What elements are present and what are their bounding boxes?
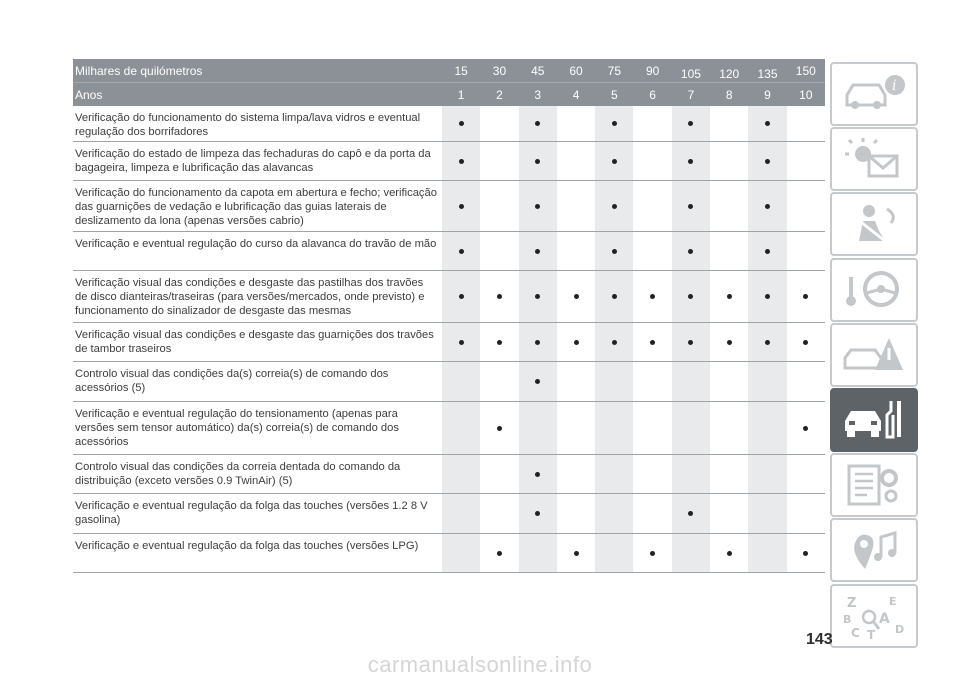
year-5: 5 (610, 87, 618, 102)
index-letter-c: C (851, 625, 860, 639)
interval-cell (595, 142, 633, 180)
interval-cell (442, 142, 480, 180)
maintenance-item-description: Verificação visual das condições e desgaste das guarnições dos travões de tambor traseiros (75, 329, 434, 355)
interval-cell (442, 232, 480, 270)
service-dot (535, 511, 540, 516)
service-dot (497, 551, 502, 556)
km-120: 120 (719, 66, 740, 81)
interval-cell (480, 181, 518, 231)
maintenance-item-description: Verificação visual das condições e desgaste das pastilhas dos travões de disco dianteiras/traseiras (para versões/mercados, onde previsto) e funcionamento do sinalizador de desgaste das mesmas (75, 277, 425, 317)
service-dot (459, 204, 464, 209)
service-dot (803, 551, 808, 556)
chapter-tab-airbag-safety[interactable] (830, 192, 918, 256)
header-km-label: Milhares de quilómetros (75, 63, 203, 78)
interval-cell (787, 362, 825, 401)
service-dot (803, 340, 808, 345)
watermark: carmanualsonline.info (367, 652, 593, 677)
interval-cell (633, 106, 671, 141)
table-row (73, 106, 825, 142)
year-1: 1 (457, 87, 465, 102)
interval-cell (787, 181, 825, 231)
interval-cell (480, 232, 518, 270)
index-icon (841, 593, 907, 639)
interval-cell (748, 142, 786, 180)
interval-cell (787, 402, 825, 454)
service-dot (535, 121, 540, 126)
interval-cell (480, 534, 518, 572)
interval-cell (595, 181, 633, 231)
service-dot (574, 551, 579, 556)
year-10: 10 (799, 87, 813, 102)
km-30: 30 (492, 63, 507, 78)
year-7: 7 (687, 87, 695, 102)
service-dot (688, 204, 693, 209)
interval-cell (442, 455, 480, 493)
maintenance-item-description: Verificação do estado de limpeza das fechaduras do capô e da porta da bagageira, limpeza e lubrificação das alavancas (75, 148, 431, 174)
interval-cell (595, 402, 633, 454)
multimedia-icon (841, 527, 907, 573)
car-maintenance-icon (841, 397, 907, 443)
car-info-icon (841, 71, 907, 117)
interval-cell (787, 142, 825, 180)
interval-cell (480, 106, 518, 141)
km-45: 45 (531, 63, 545, 78)
interval-cell (480, 142, 518, 180)
technical-data-icon (841, 462, 907, 508)
chapter-tab-steering-key[interactable] (830, 258, 918, 322)
service-dot (497, 294, 502, 299)
interval-cell (787, 106, 825, 141)
interval-cell (787, 455, 825, 493)
maintenance-item-description: Verificação e eventual regulação da folga das touches (versões 1.2 8 V gasolina) (75, 500, 428, 526)
chapter-tab-index[interactable] (830, 584, 918, 648)
service-dot (459, 294, 464, 299)
interval-cell (672, 181, 710, 231)
service-dot (650, 551, 655, 556)
interval-cell (710, 494, 748, 533)
interval-cell (672, 494, 710, 533)
steering-key-icon (841, 267, 907, 313)
interval-cell (633, 534, 671, 572)
service-dot (688, 159, 693, 164)
interval-cell (519, 271, 557, 322)
interval-cell (595, 271, 633, 322)
interval-cell (672, 142, 710, 180)
interval-cell (672, 455, 710, 493)
interval-cell (787, 271, 825, 322)
service-dot (459, 159, 464, 164)
interval-cell (557, 494, 595, 533)
service-dot (688, 340, 693, 345)
service-dot (765, 204, 770, 209)
service-dot (803, 294, 808, 299)
service-dot (459, 340, 464, 345)
interval-cell (480, 323, 518, 361)
service-dot (535, 379, 540, 384)
warning-lights-icon (841, 136, 907, 182)
interval-cell (442, 494, 480, 533)
interval-cell (519, 323, 557, 361)
service-dot (765, 249, 770, 254)
interval-cell (633, 142, 671, 180)
service-dot (650, 340, 655, 345)
maintenance-item-description: Controlo visual das condições da(s) correia(s) de comando dos acessórios (5) (75, 368, 389, 394)
interval-cell (442, 323, 480, 361)
interval-cell (442, 181, 480, 231)
interval-cell (480, 402, 518, 454)
interval-cell (710, 232, 748, 270)
service-dot (803, 426, 808, 431)
interval-cell (748, 323, 786, 361)
interval-cell (787, 323, 825, 361)
interval-cell (557, 362, 595, 401)
table-row (73, 534, 825, 573)
interval-cell (480, 362, 518, 401)
service-dot (688, 294, 693, 299)
chapter-tab-multimedia[interactable] (830, 518, 918, 582)
service-dot (535, 472, 540, 477)
interval-cell (710, 455, 748, 493)
interval-cell (710, 106, 748, 141)
interval-cell (595, 494, 633, 533)
km-90: 90 (645, 63, 660, 78)
service-dot (765, 340, 770, 345)
table-row (73, 142, 825, 181)
service-dot (574, 340, 579, 345)
interval-cell (672, 323, 710, 361)
service-dot (459, 249, 464, 254)
interval-cell (633, 323, 671, 361)
chapter-tab-car-maintenance[interactable] (830, 388, 918, 452)
interval-cell (519, 402, 557, 454)
interval-cell (595, 106, 633, 141)
interval-cell (633, 494, 671, 533)
interval-cell (787, 494, 825, 533)
interval-cell (595, 455, 633, 493)
interval-cell (633, 232, 671, 270)
service-dot (459, 121, 464, 126)
maintenance-item-description: Verificação do funcionamento do sistema limpa/lava vidros e eventual regulação dos borrifadores (75, 112, 421, 138)
km-75: 75 (607, 63, 622, 78)
interval-cell (595, 362, 633, 401)
interval-cell (672, 232, 710, 270)
interval-cell (557, 142, 595, 180)
interval-cell (557, 271, 595, 322)
km-105: 105 (680, 66, 701, 81)
interval-cell (519, 181, 557, 231)
maintenance-item-description: Verificação e eventual regulação do tensionamento (apenas para versões sem tensor automático) da(s) correia(s) de comando dos acessórios (75, 408, 399, 448)
header-years-label: Anos (75, 87, 103, 102)
service-dot (535, 204, 540, 209)
service-dot (612, 249, 617, 254)
year-8: 8 (725, 87, 733, 102)
year-3: 3 (534, 87, 542, 102)
interval-cell (748, 402, 786, 454)
interval-cell (672, 402, 710, 454)
service-dot (535, 249, 540, 254)
interval-cell (748, 534, 786, 572)
km-150: 150 (795, 63, 816, 78)
interval-cell (595, 323, 633, 361)
service-dot (650, 294, 655, 299)
interval-cell (787, 232, 825, 270)
interval-cell (595, 232, 633, 270)
maintenance-item-description: Verificação e eventual regulação do curso da alavanca do travão de mão (75, 238, 437, 250)
table-row (73, 362, 825, 402)
maintenance-item-description: Verificação e eventual regulação da folga das touches (versões LPG) (75, 540, 419, 552)
interval-cell (748, 181, 786, 231)
interval-cell (672, 534, 710, 572)
interval-cell (710, 142, 748, 180)
service-dot (612, 159, 617, 164)
table-row (73, 323, 825, 362)
service-dot (612, 294, 617, 299)
service-dot (727, 551, 732, 556)
table-row (73, 455, 825, 494)
interval-cell (710, 271, 748, 322)
header-years-row (73, 82, 825, 106)
interval-cell (519, 534, 557, 572)
interval-cell (633, 181, 671, 231)
interval-cell (557, 323, 595, 361)
interval-cell (748, 494, 786, 533)
interval-cell (710, 402, 748, 454)
service-dot (765, 121, 770, 126)
interval-cell (519, 362, 557, 401)
interval-cell (787, 534, 825, 572)
service-dot (612, 121, 617, 126)
interval-cell (710, 534, 748, 572)
service-dot (535, 340, 540, 345)
service-dot (535, 159, 540, 164)
svg-text:i: i (892, 78, 897, 94)
interval-cell (557, 402, 595, 454)
chapter-tab-car-info[interactable] (830, 62, 918, 126)
header-km-row (73, 59, 825, 82)
service-dot (535, 294, 540, 299)
service-dot (765, 159, 770, 164)
chapter-tab-emergency[interactable] (830, 323, 918, 387)
index-letter-b: B (843, 612, 852, 626)
interval-cell (519, 106, 557, 141)
interval-cell (633, 455, 671, 493)
interval-cell (672, 106, 710, 141)
interval-cell (557, 106, 595, 141)
interval-cell (557, 455, 595, 493)
interval-cell (672, 362, 710, 401)
interval-cell (480, 271, 518, 322)
service-dot (765, 294, 770, 299)
service-dot (688, 511, 693, 516)
chapter-tab-warning-lights[interactable] (830, 127, 918, 191)
interval-cell (710, 181, 748, 231)
chapter-sidebar (830, 62, 918, 649)
table-row (73, 494, 825, 534)
interval-cell (442, 534, 480, 572)
interval-cell (633, 362, 671, 401)
km-15: 15 (454, 63, 468, 78)
index-letter-t: T (867, 627, 876, 639)
table-row (73, 402, 825, 455)
km-60: 60 (569, 63, 583, 78)
interval-cell (442, 362, 480, 401)
index-letter-d: D (895, 622, 905, 636)
interval-cell (557, 232, 595, 270)
interval-cell (442, 271, 480, 322)
interval-cell (557, 181, 595, 231)
service-dot (497, 340, 502, 345)
table-body (73, 106, 825, 573)
km-135: 135 (757, 66, 778, 81)
year-4: 4 (572, 87, 580, 102)
interval-cell (595, 534, 633, 572)
table-row (73, 271, 825, 323)
page-number: 143 (806, 631, 833, 648)
table-row (73, 232, 825, 271)
interval-cell (748, 232, 786, 270)
interval-cell (748, 271, 786, 322)
interval-cell (748, 362, 786, 401)
service-dot (688, 121, 693, 126)
interval-cell (442, 106, 480, 141)
interval-cell (519, 232, 557, 270)
index-letter-e: E (889, 594, 897, 608)
interval-cell (633, 271, 671, 322)
table-row (73, 181, 825, 232)
interval-cell (519, 142, 557, 180)
service-dot (574, 294, 579, 299)
service-dot (612, 340, 617, 345)
index-letter-z: Z (847, 595, 857, 611)
service-dot (497, 426, 502, 431)
service-dot (727, 340, 732, 345)
maintenance-item-description: Controlo visual das condições da correia dentada do comando da distribuição (exceto versões 0.9 TwinAir) (5) (75, 461, 401, 487)
service-dot (612, 204, 617, 209)
interval-cell (480, 494, 518, 533)
year-6: 6 (649, 87, 656, 102)
year-2: 2 (496, 87, 503, 102)
maintenance-item-description: Verificação do funcionamento da capota em abertura e fecho; verificação das guarnições de vedação e lubrificação das guias laterais de deslizamento da lona (apenas versões cabrio) (75, 187, 437, 227)
airbag-safety-icon (841, 201, 907, 247)
interval-cell (519, 494, 557, 533)
chapter-tab-technical-data[interactable] (830, 453, 918, 517)
emergency-icon (841, 332, 907, 378)
interval-cell (710, 362, 748, 401)
index-letter-a: A (879, 610, 890, 627)
interval-cell (442, 402, 480, 454)
maintenance-table (73, 59, 825, 573)
interval-cell (672, 271, 710, 322)
interval-cell (748, 106, 786, 141)
service-dot (688, 249, 693, 254)
interval-cell (557, 534, 595, 572)
year-9: 9 (764, 87, 771, 102)
interval-cell (480, 455, 518, 493)
interval-cell (633, 402, 671, 454)
interval-cell (519, 455, 557, 493)
interval-cell (748, 455, 786, 493)
interval-cell (710, 323, 748, 361)
service-dot (727, 294, 732, 299)
